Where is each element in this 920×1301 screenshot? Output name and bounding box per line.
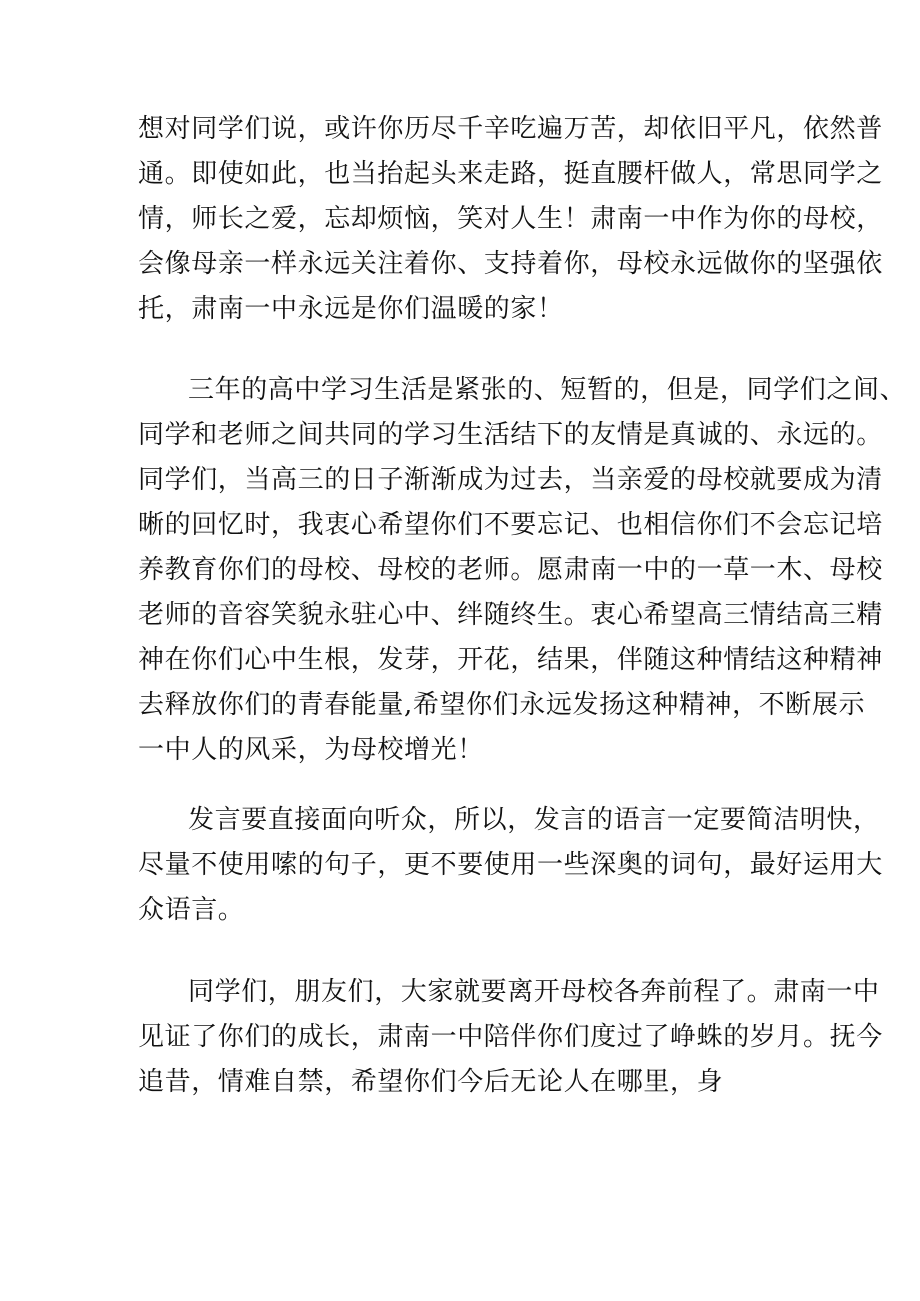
text-line: 去释放你们的青春能量,希望你们永远发扬这种精神，不断展示: [138, 690, 866, 720]
text-line: 尽量不使用嗦的句子，更不要使用一些深奥的词句，最好运用大: [138, 850, 883, 880]
text-line: 同学们，朋友们，大家就要离开母校各奔前程了。肃南一中: [188, 977, 880, 1007]
text-line: 同学和老师之间共同的学习生活结下的友情是真诚的、永远的。: [138, 420, 883, 450]
text-line: 见证了你们的成长，肃南一中陪伴你们度过了峥蛛的岁月。抚今: [138, 1022, 883, 1052]
text-line: 众语言。: [138, 895, 245, 925]
text-line: 神在你们心中生根，发芽，开花，结果，伴随这种情结这种精神: [138, 645, 883, 675]
text-line: 发言要直接面向听众，所以，发言的语言一定要简洁明快，: [188, 805, 880, 835]
text-line: 同学们，当高三的日子渐渐成为过去，当亲爱的母校就要成为清: [138, 465, 883, 495]
text-line: 一中人的风采，为母校增光！: [138, 735, 484, 765]
text-line: 追昔，情难自禁，希望你们今后无论人在哪里，身: [138, 1067, 724, 1097]
text-line: 托，肃南一中永远是你们温暖的家！: [138, 294, 564, 324]
text-line: 养教育你们的母校、母校的老师。愿肃南一中的一草一木、母校: [138, 555, 883, 585]
text-line: 老师的音容笑貌永驻心中、绊随终生。衷心希望高三情结高三精: [138, 600, 883, 630]
text-line: 会像母亲一样永远关注着你、支持着你，母校永远做你的坚强依: [138, 249, 883, 279]
text-line: 三年的高中学习生活是紧张的、短暂的，但是，同学们之间、: [188, 375, 907, 405]
text-line: 情，师长之爱，忘却烦恼，笑对人生！肃南一中作为你的母校，: [138, 204, 883, 234]
text-line: 通。即使如此，也当抬起头来走路，挺直腰杆做人，常思同学之: [138, 159, 883, 189]
text-line: 想对同学们说，或许你历尽千辛吃遍万苦，却依旧平凡，依然普: [138, 114, 883, 144]
text-line: 晰的回忆时，我衷心希望你们不要忘记、也相信你们不会忘记培: [138, 510, 883, 540]
